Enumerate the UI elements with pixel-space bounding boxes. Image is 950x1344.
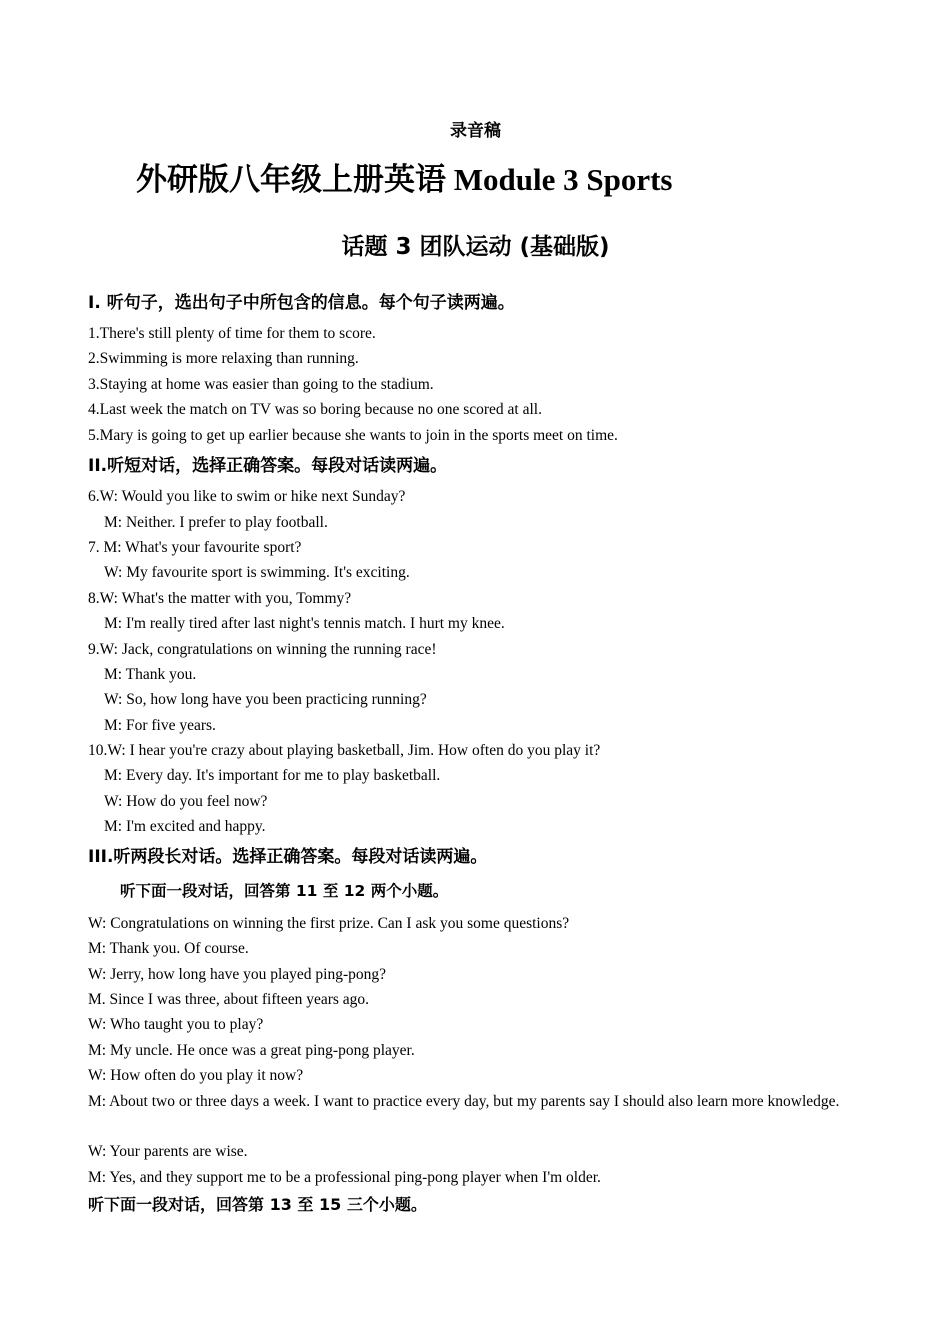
section-1-heading: I. 听句子，选出句子中所包含的信息。每个句子读两遍。 (88, 293, 515, 313)
dialogue-line: 6.W: Would you like to swim or hike next Sunday? (88, 488, 406, 505)
sentence-4: 4.Last week the match on TV was so boring because no one scored at all. (88, 401, 542, 418)
page-subtitle: 话题 3 团队运动 (基础版) (341, 234, 610, 260)
dialogue-line: M: Thank you. Of course. (88, 940, 249, 957)
section-2-heading: II.听短对话，选择正确答案。每段对话读两遍。 (88, 456, 448, 476)
sentence-3: 3.Staying at home was easier than going to the stadium. (88, 376, 434, 393)
document-label: 录音稿 (450, 121, 501, 141)
dialogue-line: W: My favourite sport is swimming. It's exciting. (104, 564, 410, 581)
dialogue-line: M: I'm excited and happy. (104, 818, 266, 835)
sentence-2: 2.Swimming is more relaxing than running. (88, 350, 359, 367)
dialogue-line: M: About two or three days a week. I want to practice every day, but my parents say I should also learn more knowledge. (88, 1093, 840, 1110)
dialogue-line: W: Your parents are wise. (88, 1143, 248, 1160)
dialogue-line: 10.W: I hear you're crazy about playing basketball, Jim. How often do you play it? (88, 742, 601, 759)
dialogue-line: M: For five years. (104, 717, 216, 734)
dialogue-line: M: Every day. It's important for me to play basketball. (104, 767, 441, 784)
dialogue-line: W: How do you feel now? (104, 793, 268, 810)
sentence-1: 1.There's still plenty of time for them to score. (88, 325, 376, 342)
dialogue-line: 7. M: What's your favourite sport? (88, 539, 302, 556)
dialogue-line: W: Who taught you to play? (88, 1016, 264, 1033)
sentence-5: 5.Mary is going to get up earlier because she wants to join in the sports meet on time. (88, 427, 618, 444)
dialogue-line: W: So, how long have you been practicing running? (104, 691, 427, 708)
section-3-heading: III.听两段长对话。选择正确答案。每段对话读两遍。 (88, 847, 488, 867)
dialogue-line: W: Jerry, how long have you played ping-pong? (88, 966, 387, 983)
dialogue-line: 8.W: What's the matter with you, Tommy? (88, 590, 352, 607)
dialogue-line: M: Thank you. (104, 666, 197, 683)
dialogue-line: M: Neither. I prefer to play football. (104, 514, 328, 531)
dialogue-line: M: My uncle. He once was a great ping-pong player. (88, 1042, 415, 1059)
dialogue-line: M: Yes, and they support me to be a professional ping-pong player when I'm older. (88, 1169, 601, 1186)
dialogue-line: M: I'm really tired after last night's tennis match. I hurt my knee. (104, 615, 505, 632)
section-3-subheading-1: 听下面一段对话，回答第 11 至 12 两个小题。 (120, 882, 449, 900)
dialogue-line: W: Congratulations on winning the first prize. Can I ask you some questions? (88, 915, 570, 932)
dialogue-line: W: How often do you play it now? (88, 1067, 304, 1084)
dialogue-line: M. Since I was three, about fifteen years ago. (88, 991, 370, 1008)
page-title: 外研版八年级上册英语 Module 3 Sports (136, 162, 673, 197)
section-3-subheading-2: 听下面一段对话，回答第 13 至 15 三个小题。 (88, 1195, 427, 1214)
dialogue-line: 9.W: Jack, congratulations on winning the running race! (88, 641, 437, 658)
